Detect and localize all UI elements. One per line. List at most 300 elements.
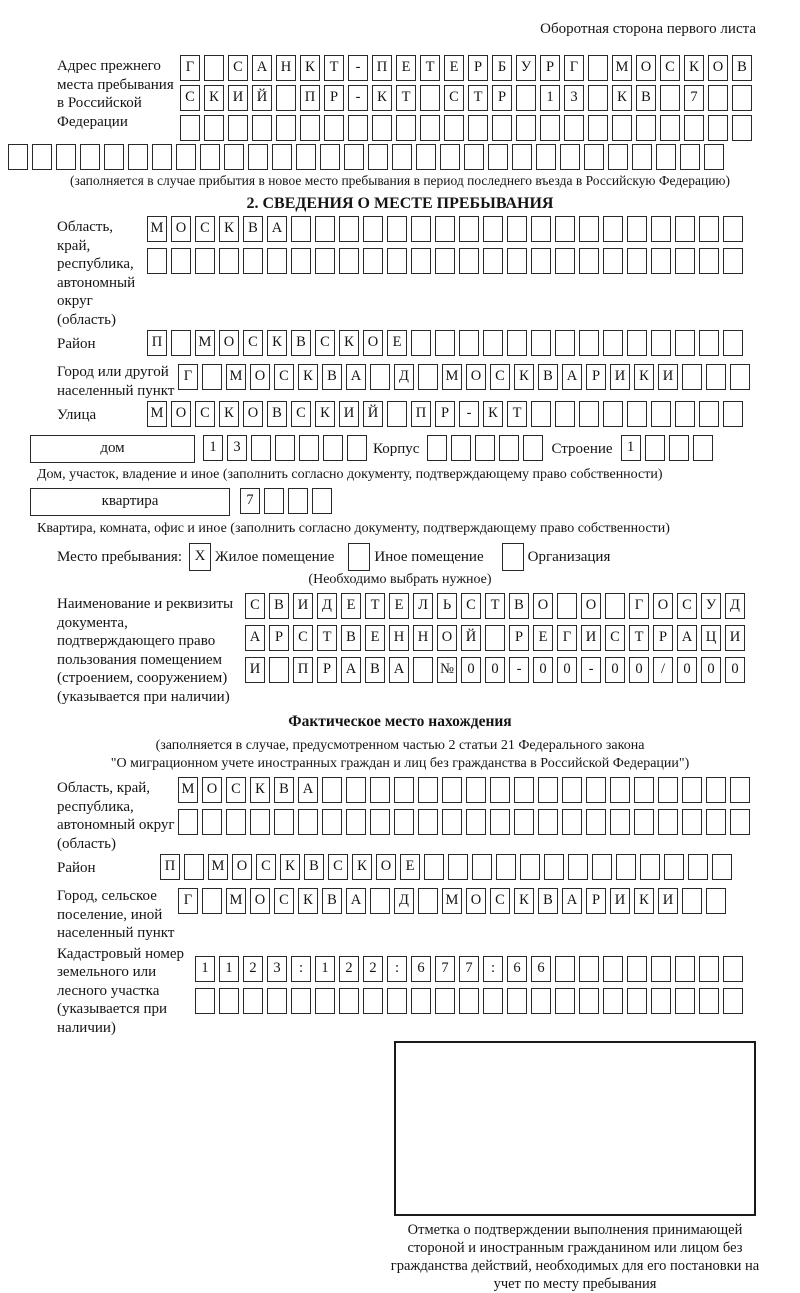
char-cell: Т [629,625,649,651]
char-cell [392,144,412,170]
char-cell [472,854,492,880]
char-cell: Г [178,364,198,390]
char-cell: С [328,854,348,880]
char-cell: Т [365,593,385,619]
char-cell: 6 [507,956,527,982]
char-cell: Е [444,55,464,81]
char-cell [523,435,543,461]
char-cell: В [322,364,342,390]
char-cell [706,777,726,803]
field-document [57,593,800,706]
char-cell [514,809,534,835]
char-cell [492,115,512,141]
document-grid [245,593,749,689]
char-cell [608,144,628,170]
char-cell: К [514,364,534,390]
kadastr-label: Кадастровый номер земельного или лесного участка (указывается при наличии) [57,945,184,1036]
char-cell: С [291,401,311,427]
char-cell [243,988,263,1014]
kadastr-row-1 [195,956,747,983]
fact-gorod-row [178,888,730,915]
char-cell [339,988,359,1014]
char-cell [315,248,335,274]
field-place-type [57,543,800,571]
char-cell [531,330,551,356]
char-cell [466,777,486,803]
char-cell [555,988,575,1014]
char-cell [603,988,623,1014]
char-cell: А [341,657,361,683]
char-cell: А [562,888,582,914]
option-label-zhiloe: Жилое помещение [215,549,335,565]
korpus-label: Корпус [373,441,420,457]
char-cell: М [178,777,198,803]
char-cell: О [466,888,486,914]
char-cell [704,144,724,170]
char-cell [682,777,702,803]
char-cell [651,988,671,1014]
char-cell [699,248,719,274]
option-label-inoe: Иное помещение [374,549,484,565]
char-cell: С [195,216,215,242]
option-label-org: Организация [527,549,611,565]
char-cell [204,115,224,141]
char-cell: П [147,330,167,356]
char-cell: 3 [227,435,247,461]
char-cell: - [459,401,479,427]
char-cell: О [376,854,396,880]
char-cell [588,85,608,111]
prev-address-row-1 [180,55,756,82]
char-cell [466,809,486,835]
char-cell: М [442,888,462,914]
char-cell: К [298,364,318,390]
char-cell [475,435,495,461]
char-cell: О [232,854,252,880]
char-cell [651,216,671,242]
char-cell: С [315,330,335,356]
char-cell: : [483,956,503,982]
gorod-row [178,364,754,391]
char-cell [184,854,204,880]
char-cell: С [226,777,246,803]
char-cell [387,248,407,274]
char-cell [675,248,695,274]
char-cell [488,144,508,170]
char-cell [396,115,416,141]
char-cell [104,144,124,170]
rayon-row [147,330,747,357]
char-cell [418,809,438,835]
char-cell: - [509,657,529,683]
char-cell [418,777,438,803]
char-cell [269,657,289,683]
char-cell: К [514,888,534,914]
char-cell [128,144,148,170]
char-cell: И [610,888,630,914]
char-cell [219,988,239,1014]
char-cell [219,248,239,274]
char-cell [204,55,224,81]
char-cell: Е [341,593,361,619]
char-cell [682,364,702,390]
char-cell [275,435,295,461]
char-cell [699,330,719,356]
char-cell [418,364,438,390]
fact-oblast-label: Область, край, республика, автономный округ (область) [57,780,175,852]
char-cell [250,809,270,835]
char-cell [228,115,248,141]
char-cell: У [701,593,721,619]
char-cell: О [636,55,656,81]
fact-oblast-row-1 [178,777,754,804]
kadastr-grid [195,956,747,1020]
confirmation-stamp-box [394,1041,756,1216]
char-cell: Е [533,625,553,651]
char-cell [540,115,560,141]
char-cell [507,216,527,242]
char-cell [485,625,505,651]
fact-oblast-grid [178,777,754,841]
char-cell [555,330,575,356]
char-cell: 7 [684,85,704,111]
char-cell [267,248,287,274]
char-cell [346,777,366,803]
char-cell: В [322,888,342,914]
char-cell: О [533,593,553,619]
char-cell [616,854,636,880]
char-cell [80,144,100,170]
char-cell [603,330,623,356]
char-cell: 1 [219,956,239,982]
char-cell [632,144,652,170]
char-cell: Р [468,55,488,81]
char-cell: Е [365,625,385,651]
char-cell: В [269,593,289,619]
char-cell: И [610,364,630,390]
char-cell [264,488,284,514]
char-cell [346,809,366,835]
char-cell [706,888,726,914]
char-cell: Н [413,625,433,651]
char-cell: С [461,593,481,619]
char-cell [322,777,342,803]
char-cell: И [658,888,678,914]
char-cell: - [348,55,368,81]
char-cell: С [444,85,464,111]
char-cell: 3 [267,956,287,982]
char-cell: О [437,625,457,651]
char-cell [669,435,689,461]
char-cell [699,216,719,242]
char-cell [323,435,343,461]
fact-rayon-row [160,854,736,881]
char-cell [584,144,604,170]
char-cell [603,401,623,427]
stroenie-label: Строение [551,441,613,457]
char-cell: Д [317,593,337,619]
char-cell [324,115,344,141]
char-cell [555,248,575,274]
char-cell: О [250,364,270,390]
char-cell: П [160,854,180,880]
char-cell: С [605,625,625,651]
char-cell [252,115,272,141]
char-cell [226,809,246,835]
char-cell [531,988,551,1014]
char-cell [627,988,647,1014]
char-cell: Е [400,854,420,880]
char-cell [370,777,390,803]
char-cell: В [538,888,558,914]
char-cell: С [293,625,313,651]
char-cell: 6 [411,956,431,982]
char-cell [276,85,296,111]
char-cell [499,435,519,461]
char-cell [564,115,584,141]
char-cell [490,777,510,803]
char-cell [274,809,294,835]
field-rayon [57,330,800,360]
char-cell: О [202,777,222,803]
char-cell [413,657,433,683]
char-cell [440,144,460,170]
checkbox-inoe-pomeshchenie [348,543,370,571]
char-cell [195,248,215,274]
char-cell: И [228,85,248,111]
char-cell [732,115,752,141]
char-cell: 2 [363,956,383,982]
char-cell: П [411,401,431,427]
char-cell [706,364,726,390]
char-cell [171,248,191,274]
char-cell [291,216,311,242]
char-cell [730,809,750,835]
char-cell: К [298,888,318,914]
char-cell [627,956,647,982]
char-cell [459,248,479,274]
char-cell [176,144,196,170]
fact-gorod-label: Город, сельское поселение, иной населенный пункт [57,888,175,941]
char-cell [645,435,665,461]
char-cell [178,809,198,835]
char-cell: С [256,854,276,880]
char-cell: Е [389,593,409,619]
char-cell: Г [557,625,577,651]
char-cell [557,593,577,619]
char-cell [424,854,444,880]
oblast-row-1 [147,216,747,243]
checkbox-organizatsiya [502,543,524,571]
char-cell [634,809,654,835]
char-cell: К [315,401,335,427]
char-cell [195,988,215,1014]
char-cell: К [634,888,654,914]
char-cell [562,777,582,803]
char-cell: О [243,401,263,427]
char-cell: М [442,364,462,390]
field-fact-rayon [57,854,800,884]
char-cell: А [346,888,366,914]
char-cell: 0 [557,657,577,683]
field-fact-gorod [57,885,800,943]
char-cell [202,809,222,835]
char-cell [520,854,540,880]
char-cell: С [228,55,248,81]
place-type-note: (Необходимо выбрать нужное) [308,572,492,587]
char-cell [276,115,296,141]
char-cell [224,144,244,170]
char-cell: М [195,330,215,356]
kadastr-row-2 [195,988,747,1015]
char-cell [516,85,536,111]
char-cell: Е [396,55,416,81]
char-cell [288,488,308,514]
char-cell: В [274,777,294,803]
char-cell: О [708,55,728,81]
dom-number-row [203,435,371,462]
char-cell [592,854,612,880]
char-cell [699,988,719,1014]
char-cell [459,216,479,242]
char-cell [483,988,503,1014]
char-cell: Д [394,364,414,390]
char-cell: И [293,593,313,619]
char-cell: Ь [437,593,457,619]
char-cell [708,115,728,141]
korpus-row [427,435,547,462]
char-cell [730,777,750,803]
char-cell [442,777,462,803]
fact-note-2: "О миграционном учете иностранных граждан и лиц без гражданства в Российской Федерации") [110,756,690,771]
char-cell [723,330,743,356]
char-cell: С [180,85,200,111]
char-cell: А [677,625,697,651]
char-cell [664,854,684,880]
char-cell [298,809,318,835]
char-cell: 7 [435,956,455,982]
char-cell [706,809,726,835]
char-cell: № [437,657,457,683]
char-cell [723,988,743,1014]
char-cell: К [372,85,392,111]
char-cell: К [219,401,239,427]
char-cell [651,248,671,274]
fact-note-1: (заполняется в случае, предусмотренном частью 2 статьи 21 Федерального закона [155,738,645,753]
char-cell [368,144,388,170]
char-cell [708,85,728,111]
char-cell [8,144,28,170]
char-cell [723,401,743,427]
char-cell: К [483,401,503,427]
char-cell: А [346,364,366,390]
char-cell [420,115,440,141]
char-cell [603,956,623,982]
char-cell: Р [492,85,512,111]
char-cell: М [208,854,228,880]
char-cell [627,248,647,274]
char-cell: Т [485,593,505,619]
char-cell [147,248,167,274]
char-cell [658,809,678,835]
char-cell [675,956,695,982]
char-cell: 0 [485,657,505,683]
char-cell [658,777,678,803]
char-cell [344,144,364,170]
kvartira-box-label: квартира [30,488,230,516]
char-cell [416,144,436,170]
prev-address-label: Адрес прежнего места пребывания в Российской Федерации [57,58,174,130]
char-cell [536,144,556,170]
char-cell [516,115,536,141]
prev-address-row-2 [180,85,756,112]
char-cell: Т [396,85,416,111]
char-cell [699,401,719,427]
char-cell [496,854,516,880]
char-cell: С [195,401,215,427]
char-cell [370,364,390,390]
char-cell: Р [509,625,529,651]
char-cell: 2 [339,956,359,982]
char-cell: С [490,888,510,914]
char-cell [538,809,558,835]
char-cell: И [725,625,745,651]
char-cell: К [280,854,300,880]
char-cell [579,330,599,356]
char-cell [651,956,671,982]
char-cell: М [147,216,167,242]
char-cell: О [466,364,486,390]
char-cell: Г [180,55,200,81]
char-cell [612,115,632,141]
char-cell: А [252,55,272,81]
gorod-label: Город или другой населенный пункт [57,364,175,399]
place-type-label: Место пребывания: [57,549,182,565]
char-cell [152,144,172,170]
char-cell: К [250,777,270,803]
char-cell [267,988,287,1014]
char-cell [387,988,407,1014]
char-cell: О [219,330,239,356]
char-cell [202,888,222,914]
char-cell [272,144,292,170]
char-cell: Р [653,625,673,651]
char-cell: Г [629,593,649,619]
char-cell: О [250,888,270,914]
char-cell: Й [461,625,481,651]
field-oblast [57,216,800,329]
char-cell [451,435,471,461]
char-cell [507,988,527,1014]
char-cell [372,115,392,141]
char-cell: Л [413,593,433,619]
char-cell [320,144,340,170]
char-cell: Й [252,85,272,111]
char-cell: М [147,401,167,427]
char-cell: С [245,593,265,619]
char-cell: Р [317,657,337,683]
char-cell [555,216,575,242]
char-cell: О [171,216,191,242]
char-cell: С [243,330,263,356]
char-cell: 3 [564,85,584,111]
char-cell [640,854,660,880]
field-prev-address [57,55,800,142]
char-cell [435,330,455,356]
char-cell: 7 [459,956,479,982]
char-cell [370,809,390,835]
char-cell: М [612,55,632,81]
